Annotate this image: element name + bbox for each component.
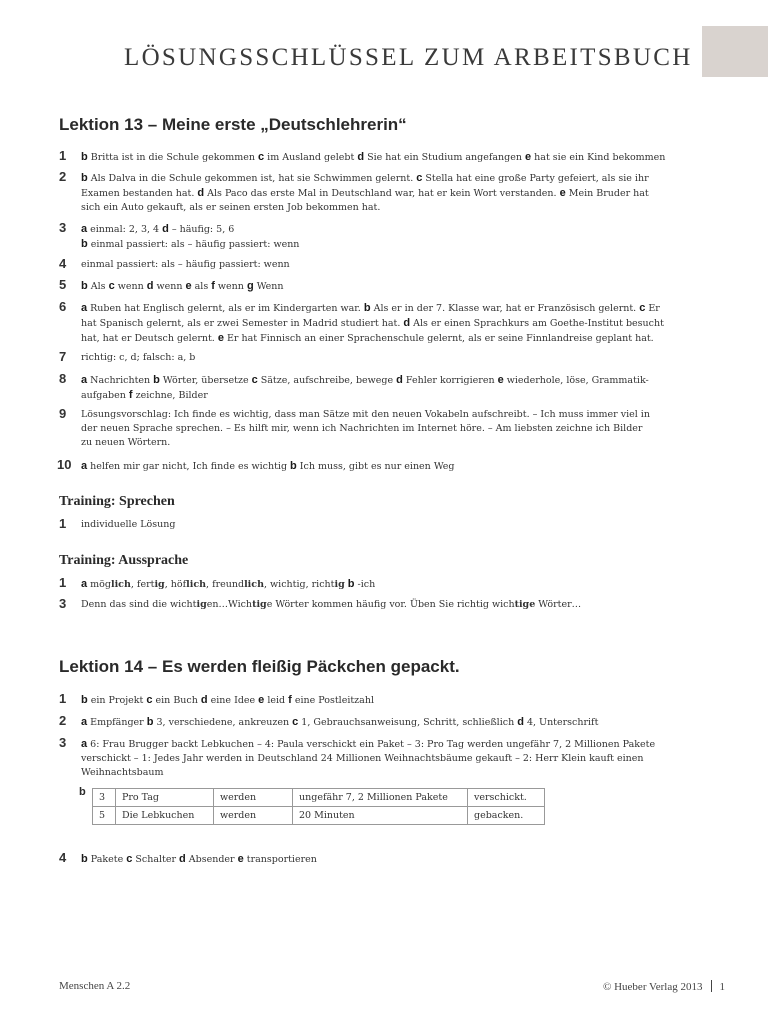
exercise-number: 3 (59, 596, 67, 611)
exercise-aussprache-3: 3 Denn das sind die wichtigen…Wichtige Wörter kommen häufig vor. Üben Sie richtig wichtige Wörter… (59, 596, 582, 611)
exercise-sprechen-1: 1 individuelle Lösung (59, 516, 176, 531)
exercise-13-2: 2 b Als Dalva in die Schule gekommen ist, hat sie Schwimmen gelernt. c Stella hat eine große Party gefeiert, als sie ihr Examen bestanden hat. d Als Paco das erste Mal in Deutschland war, hat er kein Wort verstanden. e Mein Bruder hat sich ein Auto gekauft, als er seinen ersten Job bekommen hat. (59, 169, 649, 213)
table-cell: 3 (93, 789, 116, 807)
exercise-number: 1 (59, 691, 67, 706)
exercise-number: 4 (59, 256, 67, 271)
training-sprechen-heading: Training: Sprechen (59, 494, 175, 509)
corner-tab (702, 26, 768, 77)
table-cell: 5 (93, 807, 116, 825)
table-cell: gebacken. (468, 807, 545, 825)
exercise-13-5: 5 b Als c wenn d wenn e als f wenn g Wenn (59, 277, 284, 292)
exercise-number: 3 (59, 735, 67, 750)
exercise-number: 1 (59, 516, 67, 531)
exercise-number: 8 (59, 371, 67, 386)
exercise-number: 5 (59, 277, 67, 292)
exercise-number: 6 (59, 299, 67, 314)
table-label-b: b (79, 786, 86, 798)
exercise-14-4: 4 b Pakete c Schalter d Absender e transportieren (59, 850, 317, 865)
table-cell: werden (214, 807, 293, 825)
exercise-number: 4 (59, 850, 67, 865)
exercise-13-9: 9 Lösungsvorschlag: Ich finde es wichtig, dass man Sätze mit den neuen Vokabeln aufschreibt. – Ich muss immer viel in der neuen Sprache sprechen. – Es hilft mir, wenn ich Nachrichten im Internet höre. – Am liebsten zeichne ich Bilder zu neuen Wörtern. (59, 406, 650, 448)
copyright-text: © Hueber Verlag 2013 (603, 981, 703, 993)
exercise-number: 3 (59, 220, 67, 235)
exercise-number: 1 (59, 575, 67, 590)
lesson-14-heading: Lektion 14 – Es werden fleißig Päckchen gepackt. (59, 657, 460, 676)
training-aussprache-heading: Training: Aussprache (59, 553, 189, 568)
exercise-number: 9 (59, 406, 67, 421)
exercise-13-6: 6 a Ruben hat Englisch gelernt, als er im Kindergarten war. b Als er in der 7. Klasse war, hat er Französisch gelernt. c Er hat Spanisch gelernt, als er zwei Semester in Madrid studiert hat. d Als er einen Sprachkurs am Goethe-Institut besucht hat, hat er Deutsch gelernt. e Er hat Finnisch an einer Sprachenschule gelernt, als er seine Finnlandreise geplant hat. (59, 299, 664, 344)
table-cell: Die Lebkuchen (116, 807, 214, 825)
table-row (93, 807, 545, 825)
table-cell: werden (214, 789, 293, 807)
exercise-14-3: 3 a 6: Frau Brugger backt Lebkuchen – 4: Paula verschickt ein Paket – 3: Pro Tag werden ungefähr 7, 2 Millionen Pakete verschickt – 1: Jedes Jahr werden in Deutschland 24 Millionen Weihnachtsbäume gekauft – 2: Herr Klein kauft einen Weihnachtsbaum (59, 735, 656, 778)
exercise-number: 7 (59, 349, 67, 364)
table-cell: Pro Tag (116, 789, 214, 807)
exercise-13-3: 3 a einmal: 2, 3, 4 d – häufig: 5, 6 b einmal passiert: als – häufig passiert: wenn (59, 220, 300, 250)
exercise-aussprache-1: 1 a möglich, fertig, höflich, freundlich, wichtig, richtig b -ich (59, 575, 376, 590)
table-cell: ungefähr 7, 2 Millionen Pakete (293, 789, 468, 807)
footer-divider (711, 980, 712, 992)
answer-table (92, 788, 545, 825)
exercise-13-1: 1 b Britta ist in die Schule gekommen c im Ausland gelebt d Sie hat ein Studium angefangen e hat sie ein Kind bekommen (59, 148, 666, 163)
footer-book-title: Menschen A 2.2 (59, 980, 131, 992)
page-number: 1 (719, 981, 725, 993)
exercise-14-1: 1 b ein Projekt c ein Buch d eine Idee e leid f eine Postleitzahl (59, 691, 374, 706)
table-row (93, 789, 545, 807)
exercise-13-4: 4 einmal passiert: als – häufig passiert: wenn (59, 256, 290, 271)
page-title: LÖSUNGSSCHLÜSSEL ZUM ARBEITSBUCH (124, 44, 693, 71)
exercise-number: 1 (59, 148, 67, 163)
exercise-13-7: 7 richtig: c, d; falsch: a, b (59, 349, 196, 364)
exercise-13-10: 10 a helfen mir gar nicht, Ich finde es wichtig b Ich muss, gibt es nur einen Weg (57, 457, 455, 472)
lesson-13-heading: Lektion 13 – Meine erste „Deutschlehrerin“ (59, 115, 407, 134)
exercise-13-8: 8 a Nachrichten b Wörter, übersetze c Sätze, aufschreibe, bewege d Fehler korrigieren e wiederhole, löse, Grammatik- aufgaben f zeichne, Bilder (59, 371, 649, 401)
exercise-number: 10 (57, 457, 72, 472)
table-cell: verschickt. (468, 789, 545, 807)
exercise-14-2: 2 a Empfänger b 3, verschiedene, ankreuzen c 1, Gebrauchsanweisung, Schritt, schließlich d 4, Unterschrift (59, 713, 599, 728)
exercise-number: 2 (59, 713, 67, 728)
exercise-number: 2 (59, 169, 67, 184)
footer-copyright (603, 980, 725, 993)
table-cell: 20 Minuten (293, 807, 468, 825)
